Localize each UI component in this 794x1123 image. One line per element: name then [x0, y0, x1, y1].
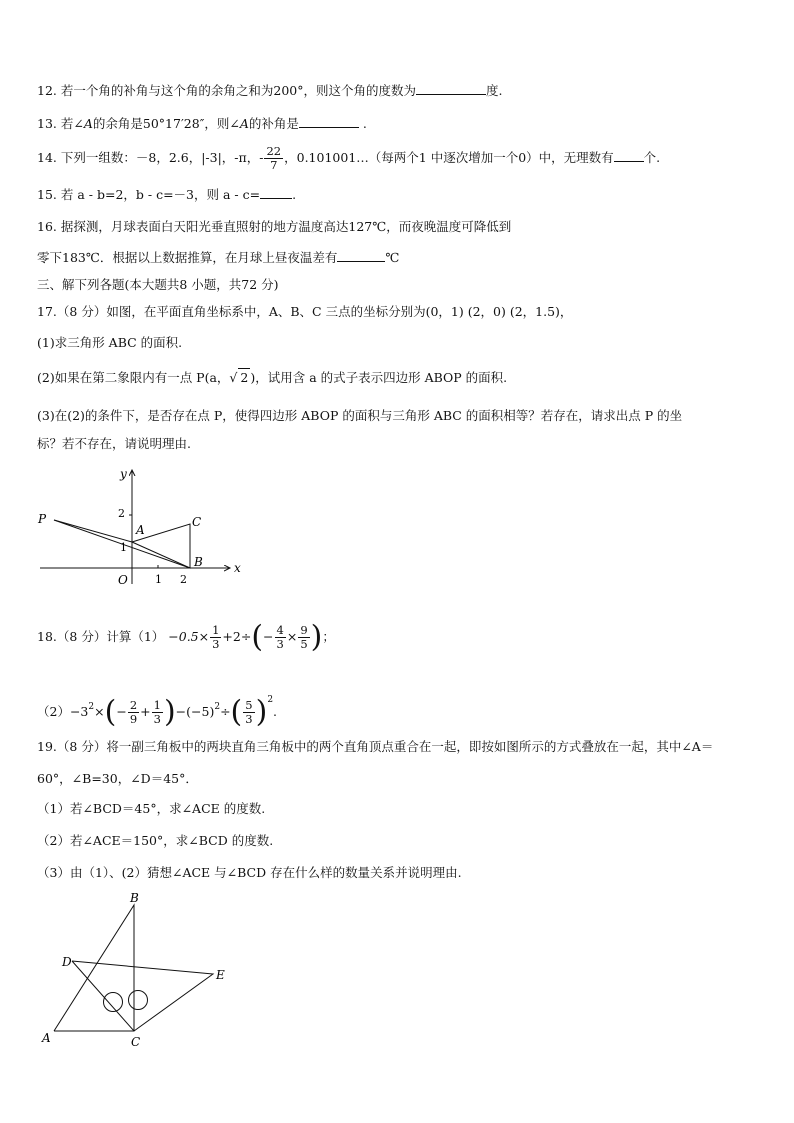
- q17-intro: （8 分）如图，在平面直角坐标系中，A、B、C 三点的坐标分别为(0，1) (2，0) (2，1.5)，: [56, 304, 573, 319]
- q14-frac-num: 22: [266, 144, 282, 158]
- q19-triangle-figure: [30, 890, 240, 1055]
- q13-answer-blank[interactable]: [299, 115, 359, 128]
- q16-line1: 据探测，月球表面白天阳光垂直照射的地方温度高达127℃，而夜晚温度可降低到: [60, 219, 512, 234]
- q18-e2-b: ×: [94, 704, 105, 719]
- q17-number: 17.: [37, 304, 57, 319]
- q16-tail: ℃: [385, 250, 400, 265]
- question-19-line-1: [37, 738, 713, 756]
- label-b: B: [130, 891, 139, 905]
- label-a: A: [136, 523, 145, 537]
- label-y2: 2: [118, 507, 125, 520]
- q13-prefix: 若∠: [60, 116, 84, 131]
- q18-e2-exp2: 2: [214, 702, 221, 712]
- q18-e2-plus: +: [140, 704, 151, 719]
- q13-var-a2: A: [239, 116, 249, 131]
- right-paren-icon: ): [310, 619, 323, 655]
- question-15: [37, 186, 296, 204]
- q13-tail: .: [362, 116, 367, 131]
- question-17-part-3-line-2: 标？若不存在，请说明理由.: [37, 436, 191, 451]
- q18-e2-c: −: [116, 704, 127, 719]
- q18-e2-frac3: [243, 699, 254, 726]
- question-17-part-2: [37, 368, 507, 387]
- q18-e2-f3-den: 3: [245, 712, 253, 726]
- question-19-line-2: 60°，∠B=30，∠D＝45°．: [37, 771, 198, 786]
- q18-l2: （2）: [37, 704, 70, 719]
- q17-coordinate-figure: [30, 462, 250, 592]
- question-19-part-2: （2）若∠ACE＝150°，求∠BCD 的度数.: [37, 833, 274, 848]
- q13-var-a: A: [83, 116, 93, 131]
- left-paren-icon: (: [230, 694, 243, 730]
- q18-e2-e: ÷: [220, 704, 231, 719]
- q19-line1: （8 分）将一副三角板中的两块直角三角板中的两个直角顶点重合在一起，即按如图所示的方式叠放在一起，其中∠A＝: [56, 739, 714, 754]
- label-d: D: [62, 955, 72, 969]
- sqrt-symbol: √: [229, 370, 238, 385]
- q12-answer-blank[interactable]: [416, 82, 486, 95]
- q18-e2-f1-den: 9: [129, 712, 138, 726]
- segment-p-a: [54, 520, 132, 542]
- q18-e2-frac1: [128, 699, 139, 726]
- angle-mark-1: [104, 993, 123, 1012]
- q15-answer-blank[interactable]: [260, 186, 292, 199]
- label-x: x: [234, 561, 241, 575]
- label-a: A: [42, 1031, 51, 1045]
- q15-text: 若 a - b=2，b - c=－3，则 a - c=: [60, 187, 261, 202]
- q17-p2-pre: (2)如果在第二象限内有一点 P(a，: [37, 370, 230, 385]
- question-13: [37, 115, 367, 133]
- q18-e2-end: .: [273, 704, 278, 719]
- q12-text: 若一个角的补角与这个角的余角之和为200°，则这个角的度数为: [60, 83, 416, 98]
- question-18-line-1: [37, 617, 335, 657]
- q18-e2-exp1: 2: [88, 702, 95, 712]
- triangle-dce: [72, 961, 213, 1031]
- question-16-line-2: [37, 249, 399, 267]
- q17-p2-post: )，试用含 a 的式子表示四边形 ABOP 的面积.: [250, 370, 508, 385]
- q14-tail: 个.: [643, 150, 661, 165]
- q18-e1-f1-num: 1: [212, 623, 220, 637]
- q18-e2-f2-den: 3: [153, 712, 161, 726]
- q16-line2: 零下183℃．根据以上数据推算，在月球上昼夜温差有: [37, 250, 338, 265]
- q14-fraction: [264, 145, 283, 172]
- q18-e1-c: −: [263, 629, 274, 644]
- q18-e1-a: −0.5×: [168, 629, 210, 644]
- q18-e1-frac2: [275, 624, 286, 651]
- label-y: y: [120, 467, 127, 481]
- q18-e2-f2-num: 1: [153, 698, 161, 712]
- q12-tail: 度.: [486, 83, 503, 98]
- label-e: E: [216, 968, 225, 982]
- q18-e1-f2-den: 3: [276, 637, 284, 651]
- q18-e2-d: −(−5): [175, 704, 215, 719]
- q16-answer-blank[interactable]: [337, 249, 385, 262]
- label-b: B: [194, 555, 203, 569]
- right-paren-icon: ): [255, 694, 268, 730]
- q13-suffix: 的补角是: [248, 116, 299, 131]
- q18-e2-f3-num: 5: [245, 698, 253, 712]
- question-17-intro: [37, 303, 572, 321]
- q18-e2-exp3: 2: [267, 695, 274, 705]
- label-x2: 2: [180, 573, 187, 586]
- question-18-line-2: [37, 680, 277, 732]
- question-16-line-1: [37, 218, 511, 236]
- label-p: P: [38, 512, 47, 526]
- q14-prefix: 下列一组数：－8，2.6，|-3|，-π，-: [60, 150, 264, 165]
- q14-suffix: ，0.101001…（每两个1 中逐次增加一个0）中，无理数有: [284, 150, 614, 165]
- q14-frac-den: 7: [270, 158, 278, 172]
- q18-e1-f1-den: 3: [212, 637, 220, 651]
- left-paren-icon: (: [251, 619, 264, 655]
- q12-number: 12.: [37, 83, 57, 98]
- q18-intro: （8 分）计算（1）: [56, 629, 165, 644]
- angle-mark-2: [129, 991, 148, 1010]
- question-17-part-3-line-1: (3)在(2)的条件下，是否存在点 P，使得四边形 ABOP 的面积与三角形 ABC 的面积相等？若存在，请求出点 P 的坐: [37, 408, 683, 423]
- q14-number: 14.: [37, 150, 57, 165]
- q13-mid: 的余角是50°17′28″，则∠: [92, 116, 240, 131]
- label-y1: 1: [120, 541, 127, 554]
- q15-number: 15.: [37, 187, 57, 202]
- label-x1: 1: [155, 573, 162, 586]
- q17-sqrt-value: 2: [240, 370, 249, 385]
- label-c: C: [192, 515, 202, 529]
- question-19-part-1: （1）若∠BCD＝45°，求∠ACE 的度数.: [37, 801, 266, 816]
- q18-e1-frac3: [298, 624, 309, 651]
- q18-e1-f3-den: 5: [300, 637, 308, 651]
- q18-e2-a: −3: [69, 704, 89, 719]
- right-paren-icon: ): [163, 694, 176, 730]
- q18-number: 18.: [37, 629, 57, 644]
- q18-e1-end: ；: [322, 629, 335, 644]
- q14-answer-blank[interactable]: [614, 149, 644, 162]
- question-17-part-1: (1)求三角形 ABC 的面积.: [37, 335, 183, 350]
- q16-number: 16.: [37, 219, 57, 234]
- q18-e1-d: ×: [286, 629, 298, 644]
- q18-e1-b: +2÷: [222, 629, 252, 644]
- question-12: [37, 82, 502, 100]
- q19-number: 19.: [37, 739, 57, 754]
- question-14: [37, 143, 660, 173]
- question-19-part-3: （3）由（1）、(2）猜想∠ACE 与∠BCD 存在什么样的数量关系并说明理由.: [37, 865, 462, 880]
- left-paren-icon: (: [104, 694, 117, 730]
- q18-e1-f2-num: 4: [276, 623, 284, 637]
- q18-e1-frac1: [210, 624, 221, 651]
- q15-tail: .: [292, 187, 297, 202]
- q18-e2-f1-num: 2: [129, 698, 138, 712]
- q18-e2-frac2: [152, 699, 163, 726]
- q18-e1-f3-num: 9: [300, 623, 308, 637]
- section-heading: 三、解下列各题(本大题共8 小题，共72 分): [37, 277, 279, 292]
- label-c: C: [131, 1035, 141, 1049]
- q13-number: 13.: [37, 116, 57, 131]
- label-o: O: [118, 573, 128, 587]
